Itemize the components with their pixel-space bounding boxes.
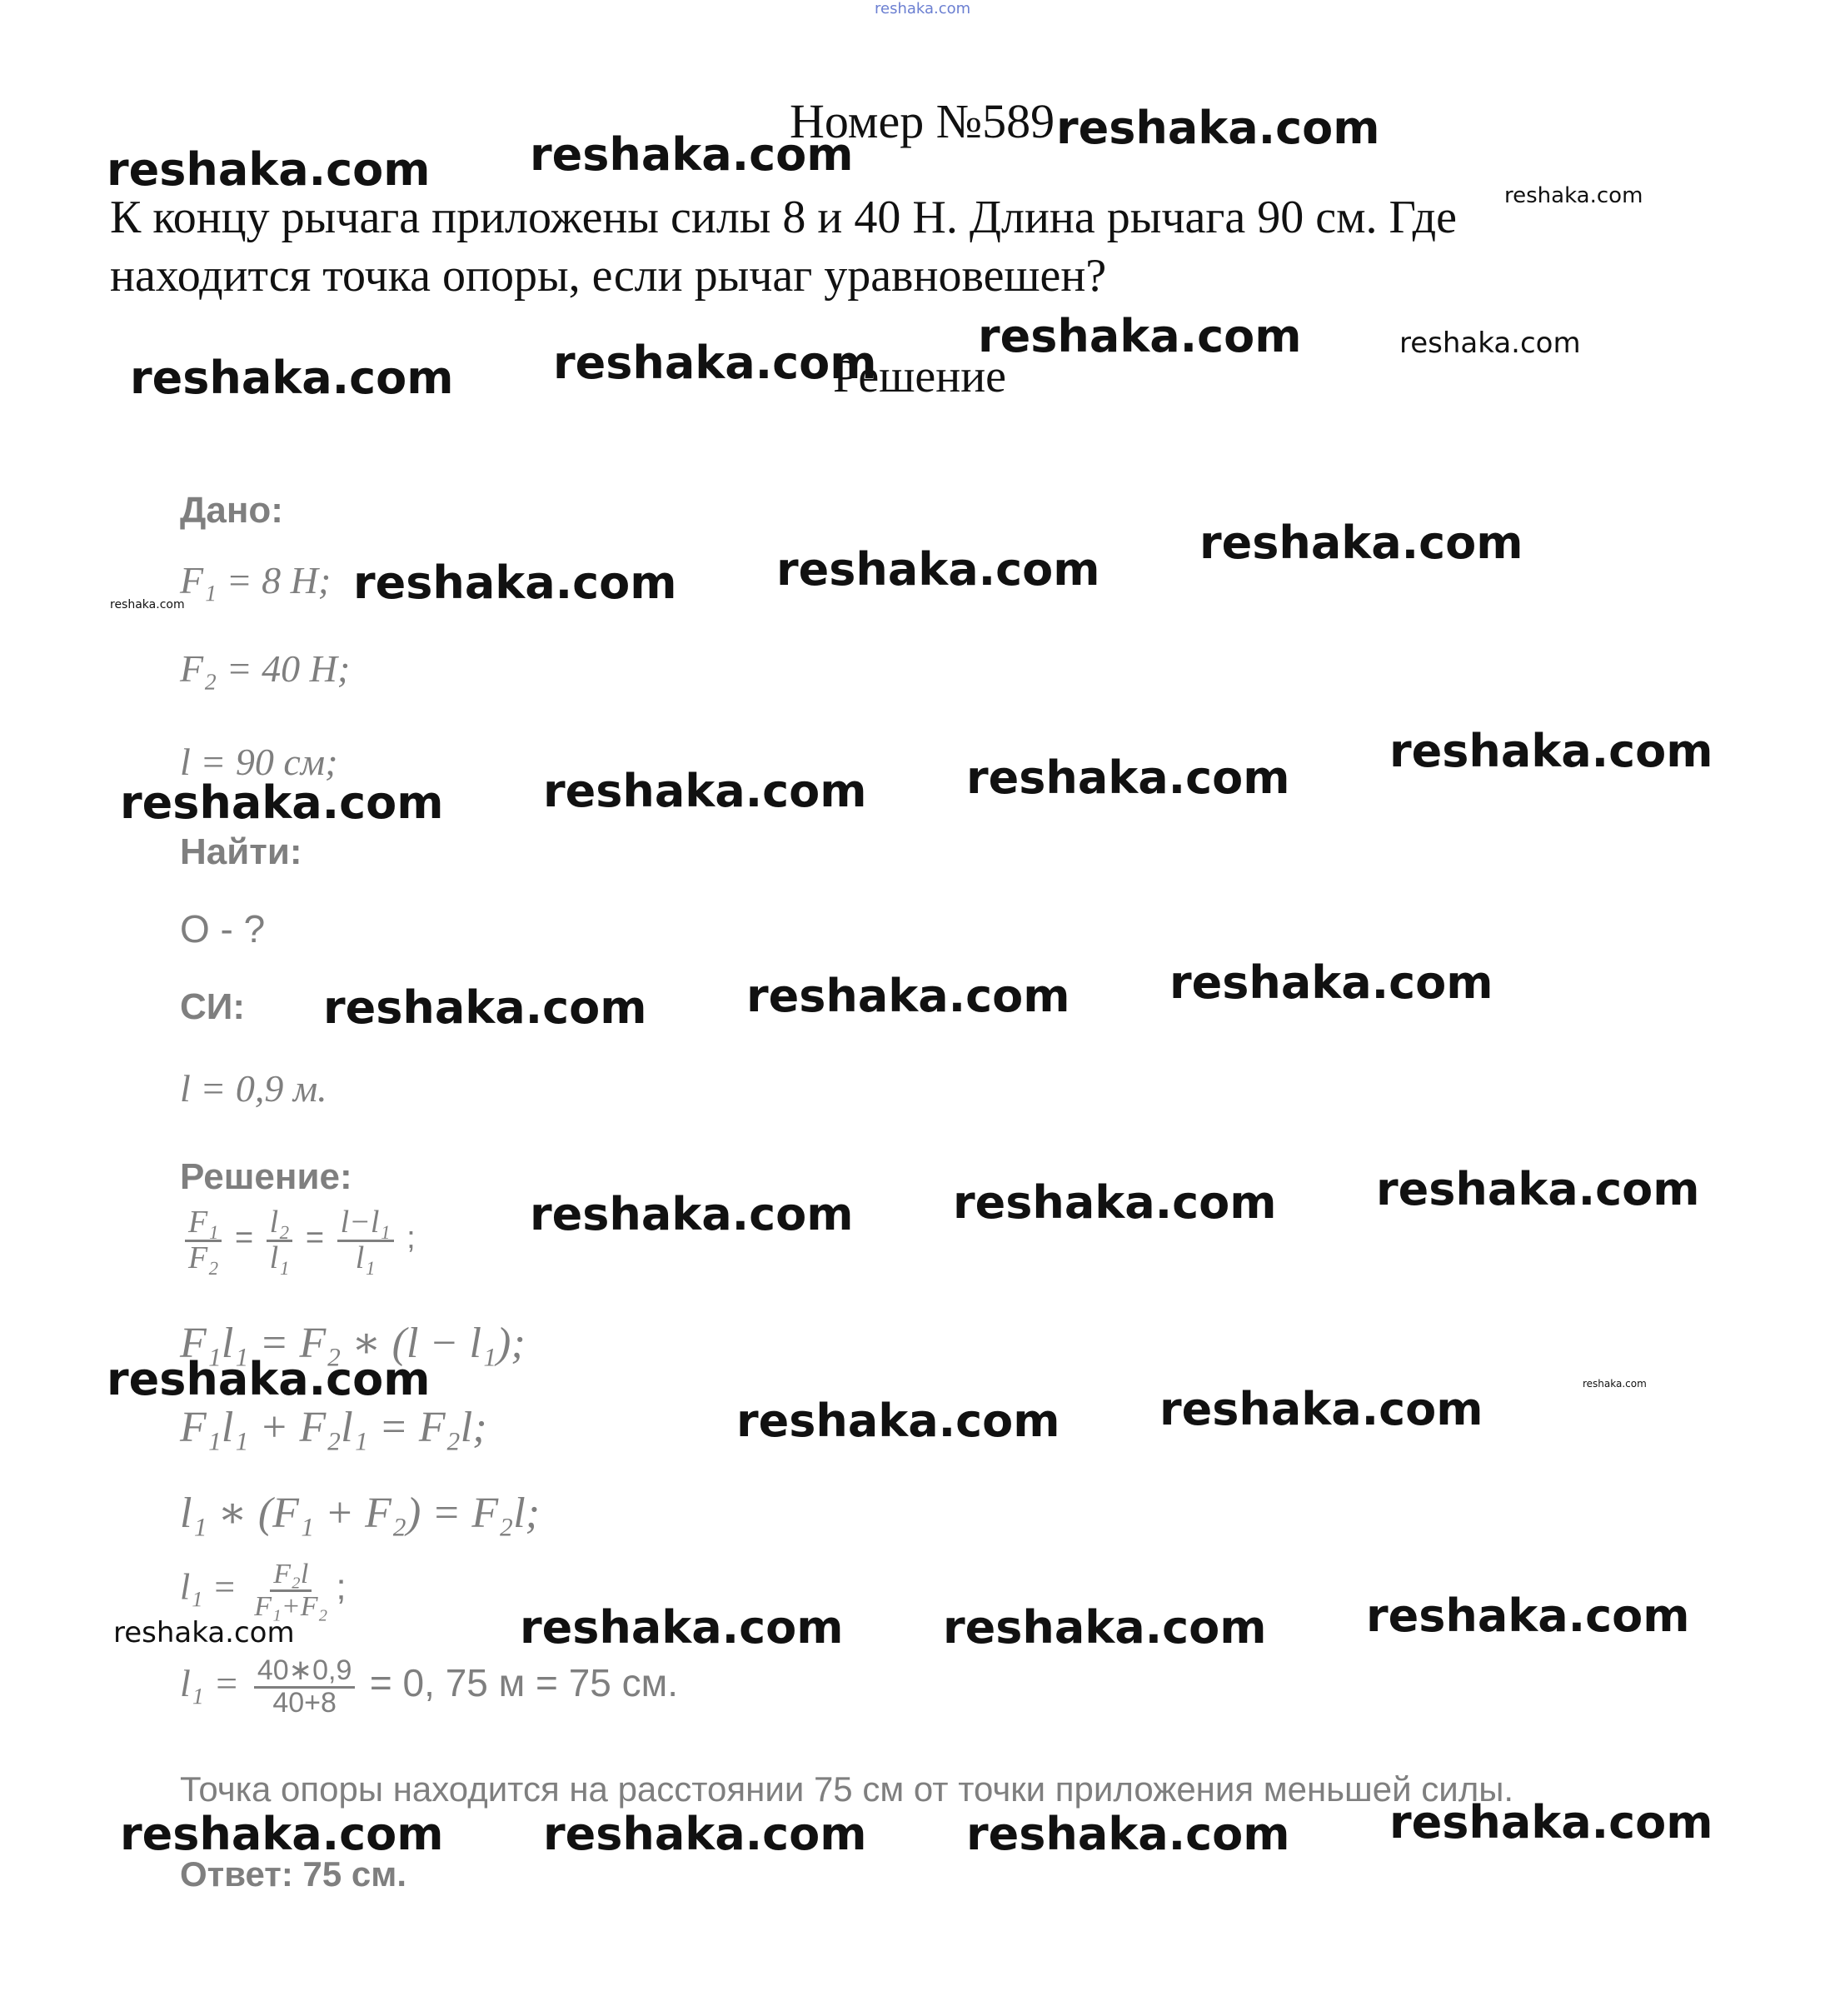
equation-l1-formula: l₁ = $\frac{\text{F₂l}}{\text{F₁+F₂}}$ ; (180, 1559, 347, 1622)
answer-text: Ответ: 75 см. (180, 1854, 407, 1894)
watermark-text: reshaka.com (120, 1808, 444, 1860)
site-header-watermark: reshaka.com (875, 0, 971, 17)
watermark-text: reshaka.com (1169, 956, 1493, 1009)
equation-l1-numeric: l₁ = $\frac{40∗0,9}{40+8}$ = 0, 75 м = 75 см. (180, 1654, 679, 1719)
watermark-text: reshaka.com (130, 352, 454, 404)
watermark-text: reshaka.com (953, 1176, 1277, 1229)
equation-sum: F₁l₁ + F₂l₁ = F₂l; (180, 1404, 487, 1451)
watermark-text: reshaka.com (110, 598, 185, 611)
solution-heading: Решение (833, 351, 1007, 402)
fraction-l1-numeric: $\frac{40∗0,9}{40+8}$ (254, 1656, 356, 1718)
watermark-text: reshaka.com (966, 1808, 1290, 1860)
watermark-text: reshaka.com (1399, 327, 1581, 360)
given-length: l = 90 см; (180, 741, 338, 783)
watermark-text: reshaka.com (113, 1616, 295, 1649)
watermark-text: reshaka.com (1583, 1378, 1647, 1390)
watermark-text: reshaka.com (1159, 1383, 1483, 1435)
watermark-text: reshaka.com (107, 143, 431, 196)
watermark-text: reshaka.com (120, 776, 444, 829)
watermark-text: reshaka.com (107, 1353, 431, 1405)
watermark-text: reshaka.com (1199, 516, 1523, 569)
given-f1: F₁ = 8 Н; (180, 559, 332, 601)
watermark-text: reshaka.com (530, 1188, 854, 1240)
conclusion-text: Точка опоры находится на расстоянии 75 см от точки приложения меньшей силы. (180, 1769, 1514, 1809)
fraction-forces: $\frac{\text{F₁}}{\text{F₂}}$ (185, 1206, 222, 1275)
watermark-text: reshaka.com (746, 970, 1070, 1022)
fraction-arms: $\frac{\text{l₂}}{\text{l₁}}$ (267, 1206, 293, 1275)
solution-label: Решение: (180, 1156, 352, 1197)
si-value: l = 0,9 м. (180, 1067, 327, 1110)
given-f2: F₂ = 40 Н; (180, 647, 351, 690)
given-label: Дано: (180, 490, 283, 531)
page-title: Номер №589 (790, 94, 1055, 148)
watermark-text: reshaka.com (543, 765, 867, 817)
watermark-text: reshaka.com (353, 556, 677, 609)
problem-text: К концу рычага приложены силы 8 и 40 Н. Длина рычага 90 см. Где находится точка опоры, если рычаг уравновешен? (110, 192, 1458, 302)
watermark-text: reshaka.com (1366, 1589, 1690, 1642)
watermark-text: reshaka.com (776, 543, 1100, 596)
si-label: СИ: (180, 986, 246, 1027)
equation-moment: F₁l₁ = F₂ ∗ (l − l₁); (180, 1320, 526, 1367)
watermark-text: reshaka.com (966, 751, 1290, 804)
fraction-length-diff: $\frac{\text{l−l₁}}{\text{l₁}}$ (337, 1206, 394, 1275)
watermark-text: reshaka.com (1389, 1796, 1713, 1849)
watermark-text: reshaka.com (1389, 725, 1713, 777)
fraction-l1-formula: $\frac{\text{F₂l}}{\text{F₁+F₂}}$ (254, 1559, 328, 1622)
equation-factor: l₁ ∗ (F₁ + F₂) = F₂l; (180, 1490, 540, 1537)
watermark-text: reshaka.com (736, 1395, 1060, 1447)
find-label: Найти: (180, 831, 302, 872)
equation-ratio: $\frac{\text{F₁}}{\text{F₂}}$ = $\frac{\text{l₂}}{\text{l₁}}$ = $\frac{\text{l−l₁}}{\text{l₁}}$ ; (180, 1206, 416, 1275)
watermark-text: reshaka.com (1504, 183, 1643, 208)
watermark-text: reshaka.com (943, 1601, 1267, 1654)
watermark-text: reshaka.com (978, 310, 1302, 362)
find-value: O - ? (180, 907, 266, 951)
watermark-text: reshaka.com (520, 1601, 844, 1654)
watermark-text: reshaka.com (543, 1808, 867, 1860)
watermark-text: reshaka.com (323, 981, 647, 1034)
watermark-text: reshaka.com (1376, 1163, 1700, 1215)
watermark-text: reshaka.com (530, 128, 854, 181)
watermark-text: reshaka.com (553, 337, 877, 389)
watermark-text: reshaka.com (1056, 102, 1380, 154)
